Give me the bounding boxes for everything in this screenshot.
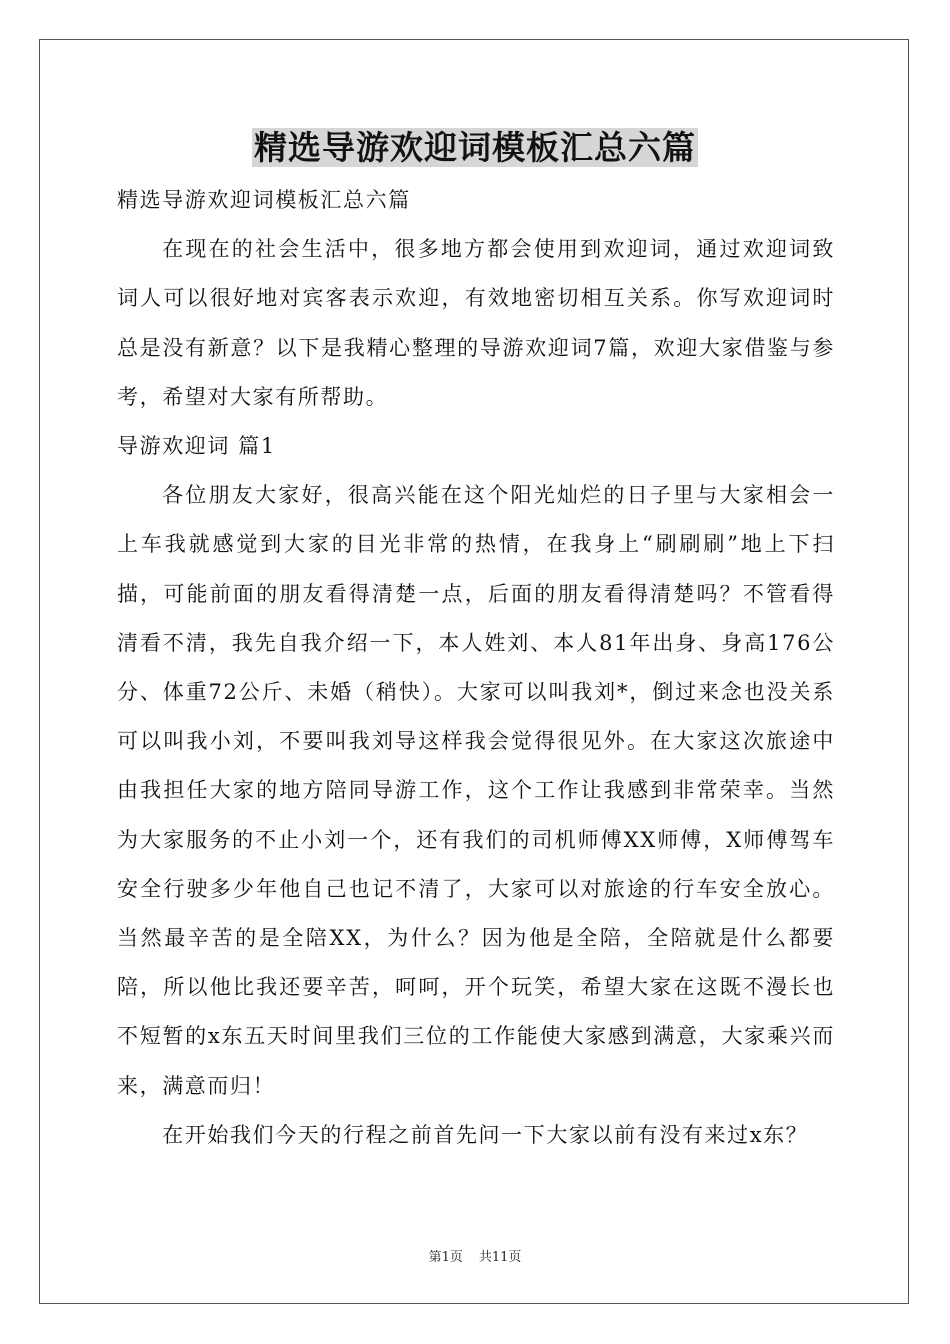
document-title [0, 124, 950, 172]
document-title-text: 精选导游欢迎词模板汇总六篇 [254, 128, 696, 167]
document-subtitle: 精选导游欢迎词模板汇总六篇 [117, 188, 411, 212]
document-body [117, 176, 835, 1160]
page-total: 共11页 [478, 1250, 522, 1265]
body-paragraph-2: 在开始我们今天的行程之前首先问一下大家以前有没有来过x东？ [162, 1122, 809, 1147]
section-heading: 导游欢迎词 篇1 [117, 434, 276, 459]
intro-paragraph: 在现在的社会生活中，很多地方都会使用到欢迎词，通过欢迎词致词人可以很好地对宾客表示欢迎，有效地密切相互关系。你写欢迎词时总是没有新意？以下是我精心整理的导游欢迎词7篇，欢迎大家借鉴与参考，希望对大家有所帮助。 [117, 237, 835, 409]
body-paragraph-1: 各位朋友大家好，很高兴能在这个阳光灿烂的日子里与大家相会一上车我就感觉到大家的目光非常的热情，在我身上“刷刷刷”地上下扫描，可能前面的朋友看得清楚一点，后面的朋友看得清楚吗？不管看得清看不清，我先自我介绍一下，本人姓刘、本人81年出身、身高176公分、体重72公斤、未婚（稍快）。大家可以叫我刘*，倒过来念也没关系可以叫我小刘，不要叫我刘导这样我会觉得很见外。在大家这次旅途中由我担任大家的地方陪同导游工作，这个工作让我感到非常荣幸。当然为大家服务的不止小刘一个，还有我们的司机师傅XX师傅，X师傅驾车安全行驶多少年他自己也记不清了，大家可以对旅途的行车安全放心。当然最辛苦的是全陪XX，为什么？因为他是全陪，全陪就是什么都要陪，所以他比我还要辛苦，呵呵，开个玩笑，希望大家在这既不漫长也不短暂的x东五天时间里我们三位的工作能使大家感到满意，大家乘兴而来，满意而归！ [117, 483, 835, 1098]
page-footer [0, 1250, 950, 1266]
page-number: 第1页 [428, 1250, 463, 1265]
